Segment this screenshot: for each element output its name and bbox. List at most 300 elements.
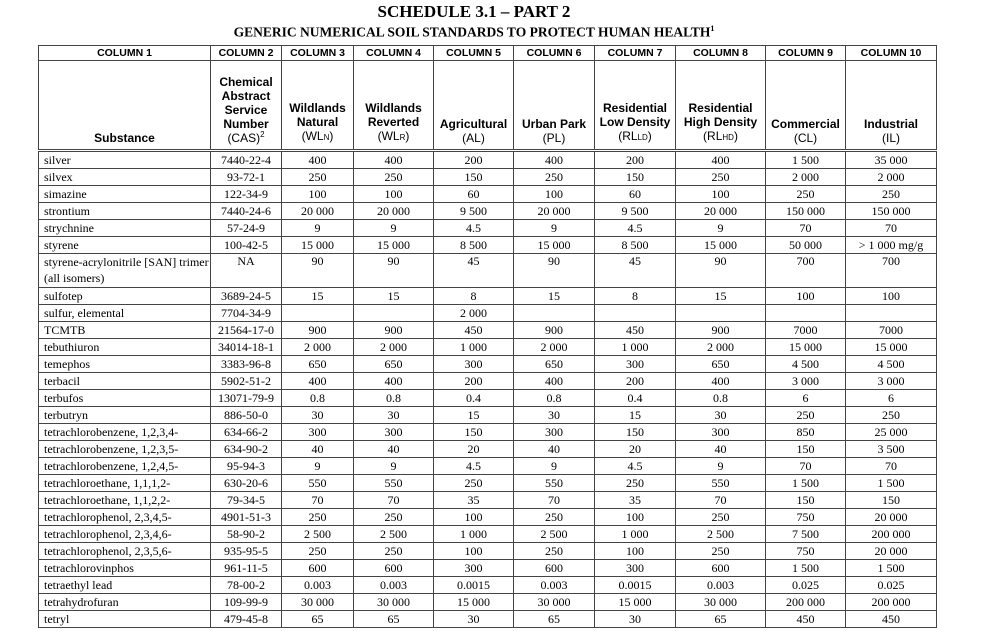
cas-cell: 79-34-5 bbox=[211, 492, 282, 509]
standard-value-cell: 250 bbox=[766, 186, 846, 203]
standard-value-cell bbox=[514, 305, 595, 322]
standard-value-cell: 3 000 bbox=[846, 373, 937, 390]
cas-cell: 58-90-2 bbox=[211, 526, 282, 543]
standard-value-cell: 100 bbox=[846, 288, 937, 305]
column-number-2: COLUMN 2 bbox=[211, 46, 282, 61]
standard-value-cell: 30 bbox=[282, 407, 354, 424]
substance-cell: styrene-acrylonitrile [SAN] trimer (all isomers) bbox=[39, 254, 211, 288]
substance-cell: terbacil bbox=[39, 373, 211, 390]
standard-value-cell: 0.8 bbox=[282, 390, 354, 407]
standard-value-cell: 0.003 bbox=[354, 577, 434, 594]
header-line: Chemical bbox=[219, 75, 273, 89]
standard-value-cell: 550 bbox=[354, 475, 434, 492]
standard-value-cell: 250 bbox=[514, 169, 595, 186]
standard-value-cell: 2 500 bbox=[514, 526, 595, 543]
standard-value-cell: 250 bbox=[595, 475, 676, 492]
standard-value-cell: 2 000 bbox=[282, 339, 354, 356]
standard-value-cell: 250 bbox=[514, 543, 595, 560]
standard-value-cell: 4.5 bbox=[434, 220, 514, 237]
table-row bbox=[39, 441, 937, 458]
standard-value-cell: 400 bbox=[676, 151, 766, 169]
header-line: High Density bbox=[683, 115, 758, 129]
table-row bbox=[39, 237, 937, 254]
standard-value-cell: 900 bbox=[354, 322, 434, 339]
standard-value-cell: 15 000 bbox=[846, 339, 937, 356]
table-row bbox=[39, 288, 937, 305]
standard-value-cell: 60 bbox=[434, 186, 514, 203]
standard-value-cell: 300 bbox=[354, 424, 434, 441]
standard-value-cell: 250 bbox=[676, 169, 766, 186]
standard-value-cell: 70 bbox=[514, 492, 595, 509]
standard-value-cell: 550 bbox=[514, 475, 595, 492]
standard-value-cell: 2 500 bbox=[676, 526, 766, 543]
standard-value-cell: 200 bbox=[595, 151, 676, 169]
substance-cell: tetrachlorophenol, 2,3,4,6- bbox=[39, 526, 211, 543]
standard-value-cell: 400 bbox=[514, 373, 595, 390]
standard-value-cell: 1 500 bbox=[846, 475, 937, 492]
standard-value-cell: 850 bbox=[766, 424, 846, 441]
table-row bbox=[39, 577, 937, 594]
standard-value-cell: 7000 bbox=[846, 322, 937, 339]
table-row bbox=[39, 390, 937, 407]
standard-value-cell: 30 bbox=[514, 407, 595, 424]
standard-value-cell: 400 bbox=[354, 373, 434, 390]
standard-value-cell: 1 500 bbox=[766, 475, 846, 492]
standard-value-cell: 300 bbox=[676, 424, 766, 441]
column-header-9 bbox=[766, 61, 846, 151]
table-row bbox=[39, 543, 937, 560]
standard-value-cell: 90 bbox=[282, 254, 354, 288]
standard-value-cell: 600 bbox=[282, 560, 354, 577]
table-row bbox=[39, 220, 937, 237]
table-body bbox=[39, 151, 937, 628]
standard-value-cell: 9 bbox=[676, 458, 766, 475]
standard-value-cell: 15 000 bbox=[514, 237, 595, 254]
standard-value-cell: 30 bbox=[676, 407, 766, 424]
substance-cell: temephos bbox=[39, 356, 211, 373]
table-row bbox=[39, 424, 937, 441]
standard-value-cell: 15 bbox=[676, 288, 766, 305]
standard-value-cell: 2 000 bbox=[434, 305, 514, 322]
abbr-part: (RL bbox=[618, 129, 638, 143]
subtitle-footnote: 1 bbox=[710, 24, 715, 33]
standard-value-cell: 150 bbox=[846, 492, 937, 509]
table-row bbox=[39, 373, 937, 390]
standard-value-cell: 100 bbox=[766, 288, 846, 305]
standard-value-cell: 30 000 bbox=[282, 594, 354, 611]
header-line: Residential bbox=[602, 101, 668, 115]
standard-value-cell: 250 bbox=[354, 509, 434, 526]
standard-value-cell: 250 bbox=[676, 543, 766, 560]
table-row bbox=[39, 339, 937, 356]
standard-value-cell: 4.5 bbox=[434, 458, 514, 475]
standard-value-cell: 450 bbox=[595, 322, 676, 339]
header-abbreviation bbox=[676, 129, 765, 145]
table-row bbox=[39, 560, 937, 577]
standard-value-cell: 400 bbox=[514, 151, 595, 169]
standard-value-cell: 300 bbox=[434, 560, 514, 577]
soil-standards-table bbox=[38, 45, 937, 628]
standard-value-cell: 250 bbox=[282, 509, 354, 526]
substance-cell: strontium bbox=[39, 203, 211, 220]
standard-value-cell: 20 000 bbox=[282, 203, 354, 220]
standard-value-cell: 0.003 bbox=[514, 577, 595, 594]
column-number-10: COLUMN 10 bbox=[846, 46, 937, 61]
standard-value-cell bbox=[846, 305, 937, 322]
standard-value-cell: 30 bbox=[434, 611, 514, 628]
standard-value-cell bbox=[354, 305, 434, 322]
header-abbreviation bbox=[354, 129, 433, 145]
standard-value-cell: 2 000 bbox=[676, 339, 766, 356]
cas-cell: 5902-51-2 bbox=[211, 373, 282, 390]
standard-value-cell: 65 bbox=[676, 611, 766, 628]
table-row bbox=[39, 509, 937, 526]
standard-value-cell: 9 500 bbox=[595, 203, 676, 220]
abbr-text: (AL) bbox=[462, 131, 485, 145]
header-abbreviation bbox=[282, 129, 353, 145]
standard-value-cell: 650 bbox=[354, 356, 434, 373]
substance-cell: tetrachloroethane, 1,1,2,2- bbox=[39, 492, 211, 509]
cas-cell: 95-94-3 bbox=[211, 458, 282, 475]
abbr-part: LD bbox=[637, 133, 648, 142]
standard-value-cell: 20 000 bbox=[514, 203, 595, 220]
standard-value-cell: 8 500 bbox=[595, 237, 676, 254]
abbr-text: (CAS) bbox=[227, 131, 261, 145]
standard-value-cell: 15 bbox=[595, 407, 676, 424]
abbr-part: R bbox=[399, 133, 406, 142]
standard-value-cell: 15 bbox=[282, 288, 354, 305]
standard-value-cell: 15 bbox=[434, 407, 514, 424]
cas-cell: 109-99-9 bbox=[211, 594, 282, 611]
column-number-8: COLUMN 8 bbox=[676, 46, 766, 61]
standard-value-cell: 7000 bbox=[766, 322, 846, 339]
header-abbreviation bbox=[766, 131, 845, 145]
substance-cell: tetrachloroethane, 1,1,1,2- bbox=[39, 475, 211, 492]
table-row bbox=[39, 475, 937, 492]
standard-value-cell: 100 bbox=[434, 509, 514, 526]
standard-value-cell: 100 bbox=[434, 543, 514, 560]
cas-cell: 634-90-2 bbox=[211, 441, 282, 458]
cas-cell: 479-45-8 bbox=[211, 611, 282, 628]
standard-value-cell: 9 bbox=[676, 220, 766, 237]
standard-value-cell: 40 bbox=[354, 441, 434, 458]
substance-cell: tetrahydrofuran bbox=[39, 594, 211, 611]
column-header-7 bbox=[595, 61, 676, 151]
header-line: Urban Park bbox=[521, 117, 587, 131]
standard-value-cell: 200 000 bbox=[766, 594, 846, 611]
standard-value-cell: 250 bbox=[766, 407, 846, 424]
standard-value-cell: 150 bbox=[766, 441, 846, 458]
abbr-part: (WL bbox=[377, 129, 400, 143]
standard-value-cell: 8 bbox=[434, 288, 514, 305]
standard-value-cell: 750 bbox=[766, 509, 846, 526]
substance-cell: tetrachlorophenol, 2,3,4,5- bbox=[39, 509, 211, 526]
cas-cell: 93-72-1 bbox=[211, 169, 282, 186]
schedule-subtitle bbox=[0, 24, 974, 41]
standard-value-cell: 200 000 bbox=[846, 594, 937, 611]
standard-value-cell: 250 bbox=[434, 475, 514, 492]
standard-value-cell: 1 500 bbox=[766, 151, 846, 169]
standard-value-cell: 0.0015 bbox=[595, 577, 676, 594]
standard-value-cell: 70 bbox=[766, 220, 846, 237]
standard-value-cell: 65 bbox=[282, 611, 354, 628]
standard-value-cell: 8 500 bbox=[434, 237, 514, 254]
standard-value-cell: 150 bbox=[766, 492, 846, 509]
standard-value-cell: 400 bbox=[676, 373, 766, 390]
standard-value-cell: 0.4 bbox=[595, 390, 676, 407]
abbr-part: HD bbox=[722, 133, 734, 142]
standard-value-cell: 3 500 bbox=[846, 441, 937, 458]
cas-cell: 634-66-2 bbox=[211, 424, 282, 441]
standard-value-cell: 45 bbox=[595, 254, 676, 288]
cas-cell: 886-50-0 bbox=[211, 407, 282, 424]
table-row bbox=[39, 151, 937, 169]
standard-value-cell: 9 bbox=[354, 458, 434, 475]
column-header-row bbox=[39, 61, 937, 151]
substance-cell: silver bbox=[39, 151, 211, 169]
standard-value-cell: 0.0015 bbox=[434, 577, 514, 594]
table-row bbox=[39, 203, 937, 220]
header-line: Substance bbox=[94, 131, 155, 145]
substance-cell: terbufos bbox=[39, 390, 211, 407]
standard-value-cell: 250 bbox=[354, 169, 434, 186]
cas-cell: 122-34-9 bbox=[211, 186, 282, 203]
abbr-text: (CL) bbox=[793, 131, 818, 145]
standard-value-cell: 15 000 bbox=[354, 237, 434, 254]
abbr-part: (RL bbox=[703, 129, 723, 143]
column-number-1: COLUMN 1 bbox=[39, 46, 211, 61]
table-row bbox=[39, 254, 937, 288]
standard-value-cell: 0.4 bbox=[434, 390, 514, 407]
cas-cell: 630-20-6 bbox=[211, 475, 282, 492]
column-number-9: COLUMN 9 bbox=[766, 46, 846, 61]
standard-value-cell: 40 bbox=[514, 441, 595, 458]
standard-value-cell: 150 bbox=[595, 169, 676, 186]
standard-value-cell: 100 bbox=[514, 186, 595, 203]
standard-value-cell: 90 bbox=[514, 254, 595, 288]
standard-value-cell: 20 000 bbox=[676, 203, 766, 220]
standard-value-cell: 15 000 bbox=[282, 237, 354, 254]
standard-value-cell: 750 bbox=[766, 543, 846, 560]
standard-value-cell: 0.025 bbox=[846, 577, 937, 594]
standard-value-cell: 0.003 bbox=[282, 577, 354, 594]
column-number-5: COLUMN 5 bbox=[434, 46, 514, 61]
table-row bbox=[39, 356, 937, 373]
standard-value-cell: 70 bbox=[354, 492, 434, 509]
standard-value-cell: 450 bbox=[434, 322, 514, 339]
standard-value-cell: 7 500 bbox=[766, 526, 846, 543]
standard-value-cell: 1 500 bbox=[766, 560, 846, 577]
cas-cell: 3383-96-8 bbox=[211, 356, 282, 373]
cas-cell: NA bbox=[211, 254, 282, 288]
standard-value-cell: 4 500 bbox=[846, 356, 937, 373]
standard-value-cell: 150 bbox=[434, 424, 514, 441]
cas-cell: 13071-79-9 bbox=[211, 390, 282, 407]
standard-value-cell: 200 bbox=[434, 373, 514, 390]
substance-cell: silvex bbox=[39, 169, 211, 186]
standard-value-cell: 2 500 bbox=[282, 526, 354, 543]
standard-value-cell: 300 bbox=[434, 356, 514, 373]
header-line: Number bbox=[223, 117, 269, 131]
standard-value-cell: 700 bbox=[766, 254, 846, 288]
standard-value-cell: 30 bbox=[354, 407, 434, 424]
column-header-2 bbox=[211, 61, 282, 151]
standard-value-cell: 65 bbox=[354, 611, 434, 628]
column-number-7: COLUMN 7 bbox=[595, 46, 676, 61]
standard-value-cell: 200 000 bbox=[846, 526, 937, 543]
abbr-part: ) bbox=[733, 129, 738, 143]
standard-value-cell: 15 000 bbox=[676, 237, 766, 254]
column-header-10 bbox=[846, 61, 937, 151]
substance-cell: styrene bbox=[39, 237, 211, 254]
standard-value-cell: 250 bbox=[514, 509, 595, 526]
standard-value-cell: 550 bbox=[676, 475, 766, 492]
standard-value-cell: 650 bbox=[282, 356, 354, 373]
header-line: Industrial bbox=[863, 117, 918, 131]
header-line: Commercial bbox=[771, 117, 840, 131]
standard-value-cell: 900 bbox=[282, 322, 354, 339]
standard-value-cell: 250 bbox=[676, 509, 766, 526]
cas-cell: 7440-22-4 bbox=[211, 151, 282, 169]
standard-value-cell bbox=[766, 305, 846, 322]
standard-value-cell: 40 bbox=[282, 441, 354, 458]
standard-value-cell: 9 500 bbox=[434, 203, 514, 220]
standard-value-cell: 900 bbox=[676, 322, 766, 339]
substance-cell: sulfur, elemental bbox=[39, 305, 211, 322]
header-line: Reverted bbox=[367, 115, 420, 129]
column-number-3: COLUMN 3 bbox=[282, 46, 354, 61]
header-abbreviation bbox=[846, 131, 936, 145]
standard-value-cell: 70 bbox=[766, 458, 846, 475]
standard-value-cell: 15 000 bbox=[595, 594, 676, 611]
header-line: Natural bbox=[296, 115, 339, 129]
standard-value-cell bbox=[676, 305, 766, 322]
header-abbreviation bbox=[514, 131, 594, 145]
standard-value-cell: 1 000 bbox=[434, 526, 514, 543]
standard-value-cell: 35 bbox=[434, 492, 514, 509]
standard-value-cell: 90 bbox=[676, 254, 766, 288]
standard-value-cell: 150 bbox=[595, 424, 676, 441]
table-row bbox=[39, 169, 937, 186]
standard-value-cell: 25 000 bbox=[846, 424, 937, 441]
column-header-3 bbox=[282, 61, 354, 151]
standard-value-cell: 100 bbox=[595, 543, 676, 560]
standard-value-cell: 250 bbox=[282, 543, 354, 560]
standard-value-cell: 20 bbox=[434, 441, 514, 458]
standard-value-cell: 90 bbox=[354, 254, 434, 288]
table-row bbox=[39, 322, 937, 339]
column-number-4: COLUMN 4 bbox=[354, 46, 434, 61]
cas-cell: 100-42-5 bbox=[211, 237, 282, 254]
table-row bbox=[39, 407, 937, 424]
standard-value-cell: 0.8 bbox=[354, 390, 434, 407]
cas-cell: 21564-17-0 bbox=[211, 322, 282, 339]
standard-value-cell: 0.8 bbox=[676, 390, 766, 407]
column-header-5 bbox=[434, 61, 514, 151]
cas-cell: 961-11-5 bbox=[211, 560, 282, 577]
standard-value-cell: 20 000 bbox=[846, 543, 937, 560]
standard-value-cell: 35 000 bbox=[846, 151, 937, 169]
standard-value-cell: 20 000 bbox=[354, 203, 434, 220]
standard-value-cell: 550 bbox=[282, 475, 354, 492]
standard-value-cell: 400 bbox=[282, 151, 354, 169]
standard-value-cell: 3 000 bbox=[766, 373, 846, 390]
abbr-part: N bbox=[323, 133, 330, 142]
substance-cell: tetryl bbox=[39, 611, 211, 628]
standard-value-cell: 2 500 bbox=[354, 526, 434, 543]
standard-value-cell: 2 000 bbox=[846, 169, 937, 186]
header-line: Agricultural bbox=[439, 117, 508, 131]
standard-value-cell: 60 bbox=[595, 186, 676, 203]
standard-value-cell: 15 bbox=[354, 288, 434, 305]
standard-value-cell: 200 bbox=[434, 151, 514, 169]
standard-value-cell: 1 000 bbox=[595, 339, 676, 356]
table-row bbox=[39, 458, 937, 475]
standard-value-cell: 150 bbox=[434, 169, 514, 186]
standard-value-cell: > 1 000 mg/g bbox=[846, 237, 937, 254]
standard-value-cell: 8 bbox=[595, 288, 676, 305]
standard-value-cell: 900 bbox=[514, 322, 595, 339]
standard-value-cell: 600 bbox=[676, 560, 766, 577]
standard-value-cell: 4.5 bbox=[595, 220, 676, 237]
cas-cell: 7440-24-6 bbox=[211, 203, 282, 220]
cas-cell: 78-00-2 bbox=[211, 577, 282, 594]
standard-value-cell: 30 000 bbox=[676, 594, 766, 611]
cas-cell: 4901-51-3 bbox=[211, 509, 282, 526]
abbr-text: (IL) bbox=[882, 131, 900, 145]
standard-value-cell: 6 bbox=[846, 390, 937, 407]
standard-value-cell: 1 500 bbox=[846, 560, 937, 577]
standard-value-cell: 4.5 bbox=[595, 458, 676, 475]
cas-cell: 935-95-5 bbox=[211, 543, 282, 560]
standard-value-cell: 250 bbox=[846, 186, 937, 203]
standard-value-cell: 15 000 bbox=[434, 594, 514, 611]
standard-value-cell: 30 000 bbox=[354, 594, 434, 611]
standard-value-cell: 70 bbox=[676, 492, 766, 509]
header-line: Low Density bbox=[599, 115, 671, 129]
standard-value-cell: 450 bbox=[846, 611, 937, 628]
substance-cell: tetrachlorobenzene, 1,2,3,4- bbox=[39, 424, 211, 441]
abbr-part: (WL bbox=[301, 129, 324, 143]
header-abbreviation bbox=[211, 131, 281, 145]
standard-value-cell: 1 000 bbox=[434, 339, 514, 356]
standard-value-cell: 400 bbox=[354, 151, 434, 169]
standard-value-cell: 20 000 bbox=[846, 509, 937, 526]
substance-cell: TCMTB bbox=[39, 322, 211, 339]
table-row bbox=[39, 492, 937, 509]
standard-value-cell: 70 bbox=[846, 458, 937, 475]
substance-cell: simazine bbox=[39, 186, 211, 203]
standard-value-cell: 400 bbox=[282, 373, 354, 390]
column-header-6 bbox=[514, 61, 595, 151]
standard-value-cell bbox=[282, 305, 354, 322]
standard-value-cell: 100 bbox=[354, 186, 434, 203]
substance-cell: tebuthiuron bbox=[39, 339, 211, 356]
header-abbreviation bbox=[595, 129, 675, 145]
standard-value-cell: 30 bbox=[595, 611, 676, 628]
standard-value-cell: 70 bbox=[282, 492, 354, 509]
standard-value-cell: 650 bbox=[514, 356, 595, 373]
standard-value-cell: 2 000 bbox=[766, 169, 846, 186]
table-row bbox=[39, 611, 937, 628]
standard-value-cell: 20 bbox=[595, 441, 676, 458]
substance-cell: strychnine bbox=[39, 220, 211, 237]
substance-cell: tetrachlorovinphos bbox=[39, 560, 211, 577]
standard-value-cell: 4 500 bbox=[766, 356, 846, 373]
column-header-4 bbox=[354, 61, 434, 151]
standard-value-cell: 600 bbox=[354, 560, 434, 577]
standard-value-cell: 450 bbox=[766, 611, 846, 628]
